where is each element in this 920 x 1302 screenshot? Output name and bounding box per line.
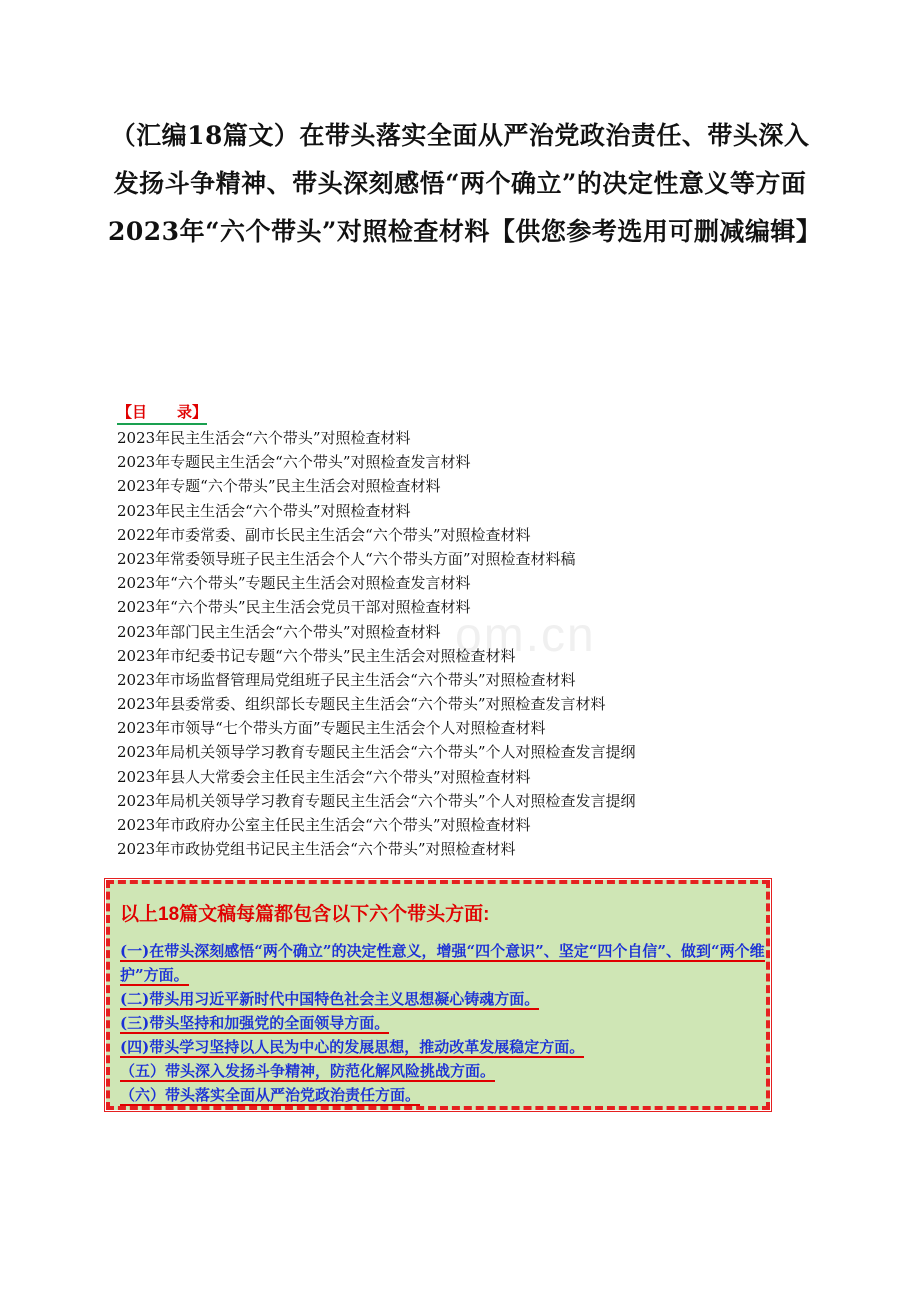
aspect-text: （六）带头落实全面从严治党政治责任方面。	[120, 1086, 421, 1104]
toc-item: 2023年县人大常委会主任民主生活会“六个带头”对照检查材料	[117, 767, 531, 786]
toc-item: 2023年专题民主生活会“六个带头”对照检查发言材料	[117, 453, 471, 472]
aspect-text: (一)在带头深刻感悟“两个确立”的决定性意义，增强“四个意识”、坚定“四个自信”、做到“两个维护”方面。	[120, 942, 765, 984]
toc-heading: 【目 录】	[117, 401, 207, 425]
toc-item: 2023年民主生活会“六个带头”对照检查材料	[117, 501, 411, 520]
aspect-item	[120, 1011, 765, 1035]
toc-item: 2023年专题“六个带头”民主生活会对照检查材料	[117, 477, 441, 496]
toc-item: 2023年民主生活会“六个带头”对照检查材料	[117, 429, 411, 447]
toc-item: 2023年“六个带头”民主生活会党员干部对照检查材料	[117, 598, 471, 617]
toc-list	[117, 426, 817, 861]
toc-item: 2022年市委常委、副市长民主生活会“六个带头”对照检查材料	[117, 525, 531, 544]
toc-item: 2023年常委领导班子民主生活会个人“六个带头方面”对照检查材料稿	[117, 549, 576, 568]
aspect-item	[120, 1035, 765, 1059]
toc-item: 2023年部门民主生活会“六个带头”对照检查材料	[117, 622, 441, 641]
aspect-item	[120, 939, 765, 987]
document-title: （汇编18篇文）在带头落实全面从严治党政治责任、带头深入发扬斗争精神、带头深刻感悟“两个确立”的决定性意义等方面2023年“六个带头”对照检查材料【供您参考选用可删减编辑】	[108, 121, 822, 246]
aspect-text: （五）带头深入发扬斗争精神，防范化解风险挑战方面。	[120, 1062, 496, 1080]
toc-item: 2023年局机关领导学习教育专题民主生活会“六个带头”个人对照检查发言提纲	[117, 743, 636, 762]
toc-item: 2023年“六个带头”专题民主生活会对照检查发言材料	[117, 574, 471, 593]
aspect-item	[120, 987, 765, 1011]
aspect-item	[120, 1059, 765, 1083]
summary-box	[106, 880, 770, 1110]
toc-item: 2023年市场监督管理局党组班子民主生活会“六个带头”对照检查材料	[117, 670, 576, 689]
aspect-list	[120, 939, 765, 1107]
toc-item: 2023年市领导“七个带头方面”专题民主生活会个人对照检查材料	[117, 719, 546, 738]
toc-item: 2023年市纪委书记专题“六个带头”民主生活会对照检查材料	[117, 646, 516, 665]
aspect-item	[120, 1083, 765, 1107]
aspect-text: (二)带头用习近平新时代中国特色社会主义思想凝心铸魂方面。	[120, 990, 540, 1008]
toc-item: 2023年市政府办公室主任民主生活会“六个带头”对照检查材料	[117, 816, 531, 834]
toc-item: 2023年局机关领导学习教育专题民主生活会“六个带头”个人对照检查发言提纲	[117, 791, 636, 810]
toc-item: 2023年县委常委、组织部长专题民主生活会“六个带头”对照检查发言材料	[117, 695, 606, 714]
aspect-text: (三)带头坚持和加强党的全面领导方面。	[120, 1014, 390, 1032]
watermark: om.cn	[455, 609, 596, 662]
aspect-text: (四)带头学习坚持以人民为中心的发展思想，推动改革发展稳定方面。	[120, 1038, 585, 1056]
summary-heading: 以上18篇文稿每篇都包含以下六个带头方面:	[120, 904, 490, 925]
toc-item: 2023年市政协党组书记民主生活会“六个带头”对照检查材料	[117, 840, 516, 859]
